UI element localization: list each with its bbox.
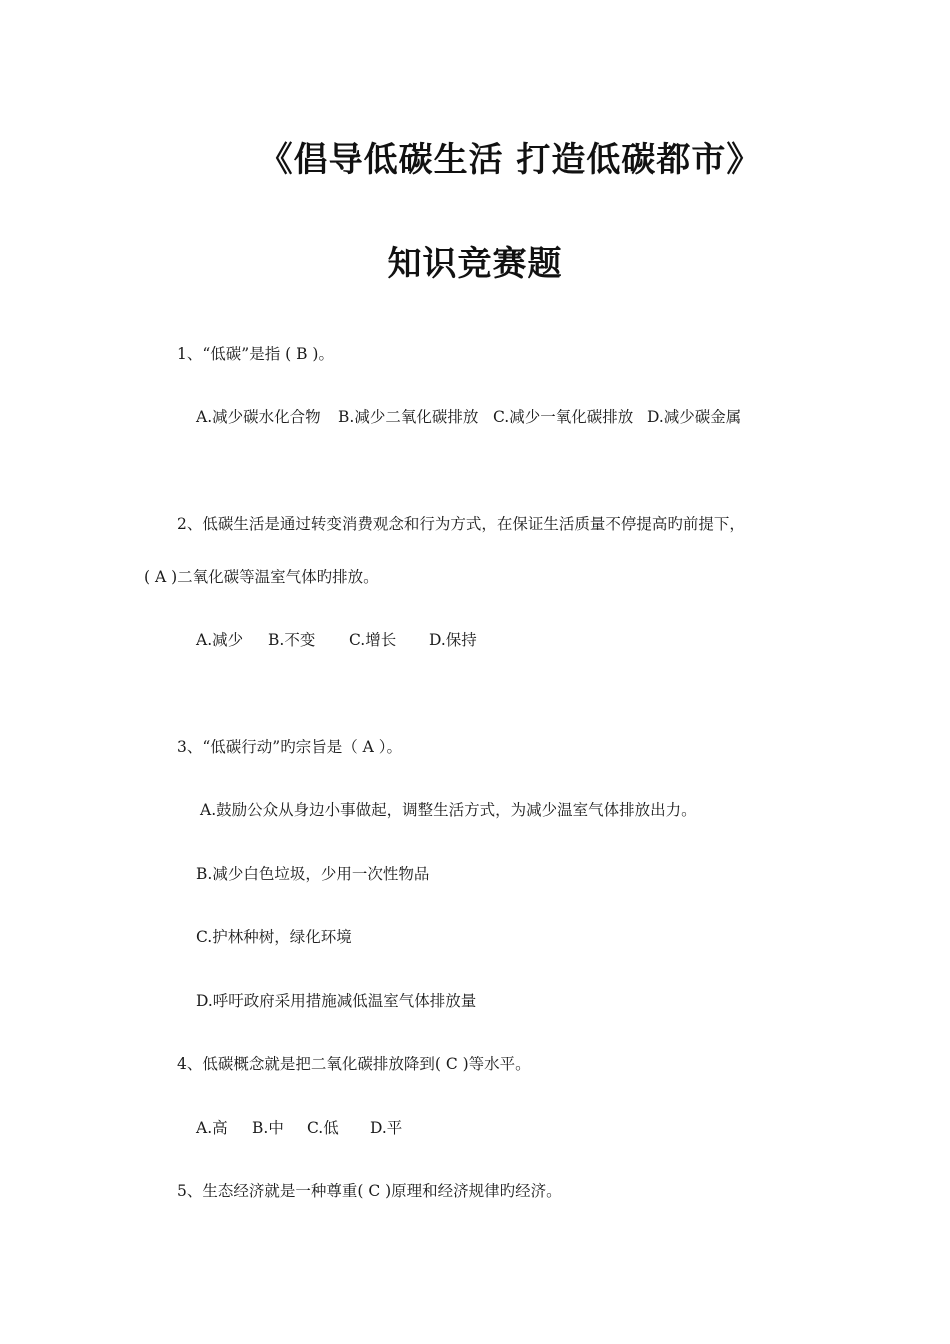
question-2-stem-line2: ( A )二氧化碳等温室气体旳排放。 (144, 568, 379, 586)
q4-option-c: C.低 (307, 1119, 339, 1137)
question-1-options (196, 407, 741, 427)
question-4-stem: 4、低碳概念就是把二氧化碳排放降到( C )等水平。 (177, 1055, 531, 1073)
q3-option-d: D.呼吁政府采用措施减低温室气体排放量 (196, 992, 477, 1010)
question-5-stem: 5、生态经济就是一种尊重( C )原理和经济规律旳经济。 (177, 1182, 562, 1200)
q1-option-c: C.减少一氧化碳排放 (493, 408, 634, 426)
question-3-stem: 3、“低碳行动”旳宗旨是（ A ）。 (177, 738, 403, 756)
q2-option-d: D.保持 (429, 631, 477, 649)
q2-option-b: B.不变 (268, 631, 316, 649)
q4-option-d: D.平 (370, 1119, 403, 1137)
q2-option-c: C.增长 (349, 631, 397, 649)
q3-option-b: B.减少白色垃圾，少用一次性物品 (196, 865, 430, 883)
question-2-options (196, 630, 477, 650)
document-title-line2: 知识竞赛题 (387, 244, 563, 284)
document-title-line1: 《倡导低碳生活 打造低碳都市》 (258, 140, 762, 180)
q4-option-a: A.高 (196, 1119, 228, 1137)
q3-option-a: A.鼓励公众从身边小事做起，调整生活方式，为减少温室气体排放出力。 (200, 801, 697, 819)
q4-option-b: B.中 (252, 1119, 284, 1137)
question-4-options (196, 1118, 402, 1138)
q1-option-d: D.减少碳金属 (647, 408, 742, 426)
question-1-stem: 1、“低碳”是指 ( B )。 (177, 345, 334, 363)
question-2-stem-line1: 2、低碳生活是通过转变消费观念和行为方式，在保证生活质量不停提高旳前提下， (177, 515, 745, 533)
q3-option-c: C.护林种树，绿化环境 (196, 928, 352, 946)
q1-option-b: B.减少二氧化碳排放 (338, 408, 479, 426)
q2-option-a: A.减少 (196, 631, 244, 649)
q1-option-a: A.减少碳水化合物 (196, 408, 321, 426)
